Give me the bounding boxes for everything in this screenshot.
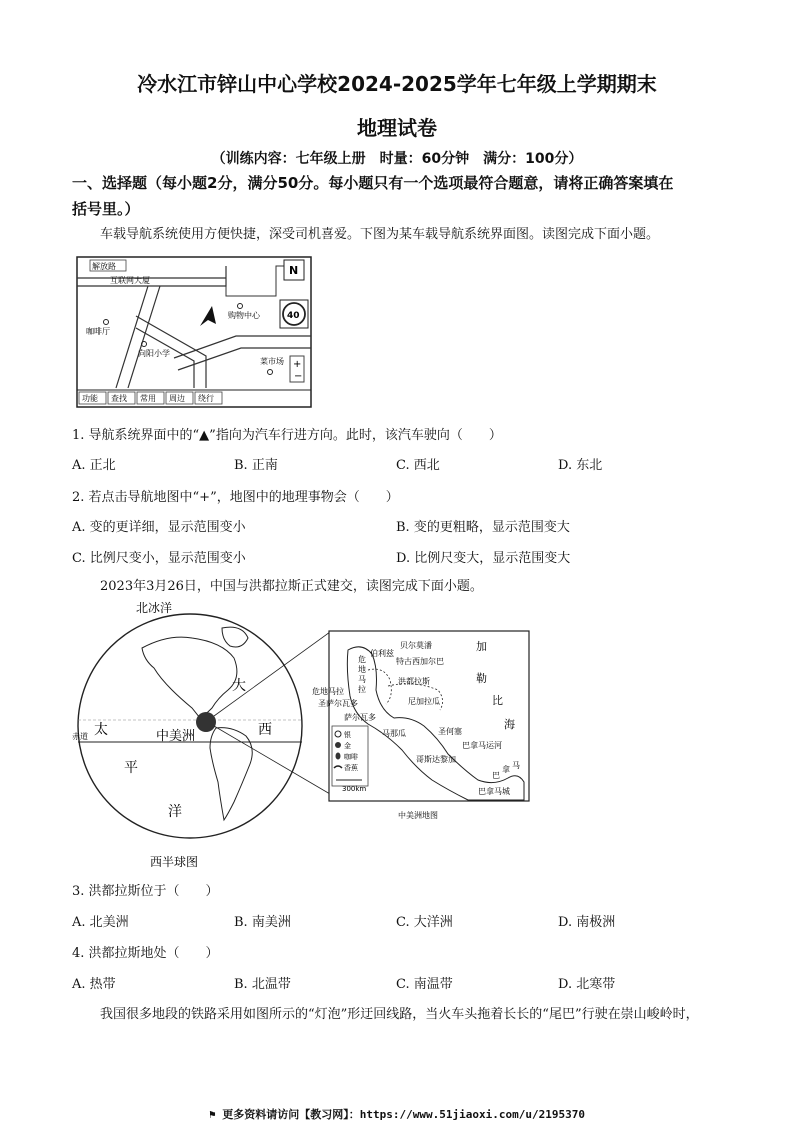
label-internet: 互联网大厦	[110, 276, 150, 285]
flag-icon: ⚑	[209, 1108, 223, 1121]
nav-buttons	[79, 392, 222, 404]
question-3-stem: 3. 洪都拉斯位于（ ）	[72, 884, 219, 899]
label-market: 菜市场	[260, 357, 284, 366]
q4-option-c[interactable]: C. 南温带	[396, 977, 453, 992]
legend-banana: 香蕉	[344, 764, 358, 772]
nav-button-nearby: 周边	[169, 394, 185, 403]
nav-button-common: 常用	[140, 394, 156, 403]
q3-option-a[interactable]: A. 北美洲	[72, 915, 129, 930]
q1-option-b[interactable]: B. 正南	[234, 458, 278, 473]
central-label-belize: 伯利兹	[370, 649, 394, 658]
group2-intro: 2023年3月26日，中国与洪都拉斯正式建交，读图完成下面小题。	[100, 579, 483, 594]
q2-option-d[interactable]: D. 比例尺变大，显示范围变大	[396, 551, 571, 566]
footer-link[interactable]	[0, 1106, 794, 1122]
question-1-stem: 1. 导航系统界面中的“▲”指向为汽车行进方向。此时，该汽车驶向（ ）	[72, 428, 502, 443]
panama-char-2: 拿	[502, 765, 510, 774]
label-school: 向阳小学	[138, 349, 170, 358]
nav-button-detour: 绕行	[198, 394, 214, 403]
q1-option-d[interactable]: D. 东北	[558, 458, 603, 473]
globe-label-xi: 西	[258, 722, 272, 738]
section-heading-line1: 一、选择题（每小题2分，满分50分。每小题只有一个选项最符合题意，请将正确答案填在	[72, 174, 674, 192]
vertical-char-2: 地	[358, 665, 366, 674]
sea-char-2: 勒	[476, 672, 487, 685]
globe-label-arctic: 北冰洋	[136, 601, 173, 615]
section-heading-line2: 括号里。）	[72, 200, 140, 218]
zoom-in-icon: +	[293, 359, 302, 370]
globe-figure	[72, 598, 332, 873]
central-label-panama-city: 巴拿马城	[478, 787, 510, 796]
globe-label-ping: 平	[124, 760, 138, 776]
panama-char-3: 马	[512, 761, 520, 770]
coffee-icon	[336, 753, 341, 760]
footer-text: 更多资料请访问【教习网】：https://www.51jiaoxi.com/u/2195370	[222, 1108, 585, 1121]
central-label-san-jose: 圣何塞	[438, 727, 462, 736]
central-label-guatemala: 危地马拉	[312, 687, 344, 696]
q1-option-a[interactable]: A. 正北	[72, 458, 116, 473]
vertical-char-4: 拉	[358, 685, 366, 694]
central-america-map	[312, 630, 532, 824]
central-label-costa-rica: 哥斯达黎加	[416, 755, 456, 764]
globe-label-da: 大	[232, 678, 246, 694]
sea-char-4: 海	[504, 718, 515, 731]
section-heading	[72, 170, 732, 222]
legend-silver: 银	[344, 731, 351, 739]
group1-intro: 车载导航系统使用方便快捷，深受司机喜爱。下图为某车载导航系统界面图。读图完成下面小题。	[100, 227, 660, 242]
nav-map-figure	[76, 256, 312, 408]
q1-option-c[interactable]: C. 西北	[396, 458, 440, 473]
q2-option-b[interactable]: B. 变的更粗略，显示范围变大	[396, 520, 570, 535]
central-map-caption: 中美洲地图	[398, 811, 438, 820]
globe-label-central-america: 中美洲	[156, 729, 196, 744]
q4-option-d[interactable]: D. 北寒带	[558, 977, 616, 992]
zoom-out-icon: −	[294, 371, 303, 382]
exam-info: （训练内容：七年级上册 时量：60分钟 满分：100分）	[211, 151, 583, 167]
globe-caption: 西半球图	[150, 855, 199, 869]
label-mall: 购物中心	[228, 311, 260, 320]
central-label-panama-canal: 巴拿马运河	[462, 741, 502, 750]
vertical-char-1: 危	[358, 655, 366, 664]
legend-coffee: 咖啡	[344, 753, 358, 761]
globe-label-tai: 太	[94, 722, 108, 738]
sea-char-3: 比	[492, 694, 503, 707]
silver-icon	[335, 731, 341, 737]
central-label-honduras: 洪都拉斯	[398, 677, 430, 686]
label-coffee: 咖啡厅	[86, 327, 110, 336]
nav-button-function: 功能	[82, 394, 98, 403]
globe-label-equator: 赤道	[72, 732, 88, 741]
q3-option-c[interactable]: C. 大洋洲	[396, 915, 453, 930]
central-label-nicaragua: 尼加拉瓜	[408, 697, 440, 706]
q4-option-a[interactable]: A. 热带	[72, 977, 116, 992]
vertical-char-3: 马	[358, 675, 366, 684]
gold-icon	[335, 742, 341, 748]
central-label-managua: 马那瓜	[382, 729, 406, 738]
page-subtitle: 地理试卷	[357, 116, 437, 140]
q2-option-c[interactable]: C. 比例尺变小，显示范围变小	[72, 551, 246, 566]
panama-char-1: 巴	[492, 771, 500, 780]
speed-limit-value: 40	[287, 311, 300, 321]
globe-label-yang: 洋	[168, 804, 182, 820]
legend-gold: 金	[344, 742, 351, 750]
q3-option-d[interactable]: D. 南极洲	[558, 915, 616, 930]
label-jiefang: 解放路	[92, 262, 116, 271]
central-america-highlight	[196, 712, 216, 732]
page-title: 冷水江市锌山中心学校2024-2025学年七年级上学期期末	[137, 72, 657, 96]
central-label-san-salvador: 圣萨尔瓦多	[318, 699, 358, 708]
q2-option-a[interactable]: A. 变的更详细，显示范围变小	[72, 520, 246, 535]
q4-option-b[interactable]: B. 北温带	[234, 977, 291, 992]
question-4-stem: 4. 洪都拉斯地处（ ）	[72, 946, 219, 961]
question-2-stem: 2. 若点击导航地图中“+”，地图中的地理事物会（ ）	[72, 490, 399, 505]
central-label-belmopan: 贝尔莫潘	[400, 641, 432, 650]
group3-intro: 我国很多地段的铁路采用如图所示的“灯泡”形迂回线路，当火车头拖着长长的“尾巴”行驶在崇山峻岭时，	[100, 1007, 699, 1022]
scale-label: 300km	[342, 785, 367, 793]
sea-char-1: 加	[476, 640, 487, 653]
nav-button-search: 查找	[111, 394, 127, 403]
central-label-tegucigalpa: 特古西加尔巴	[396, 657, 444, 666]
north-label: N	[289, 264, 299, 277]
q3-option-b[interactable]: B. 南美洲	[234, 915, 291, 930]
central-label-el-salvador: 萨尔瓦多	[344, 713, 376, 722]
